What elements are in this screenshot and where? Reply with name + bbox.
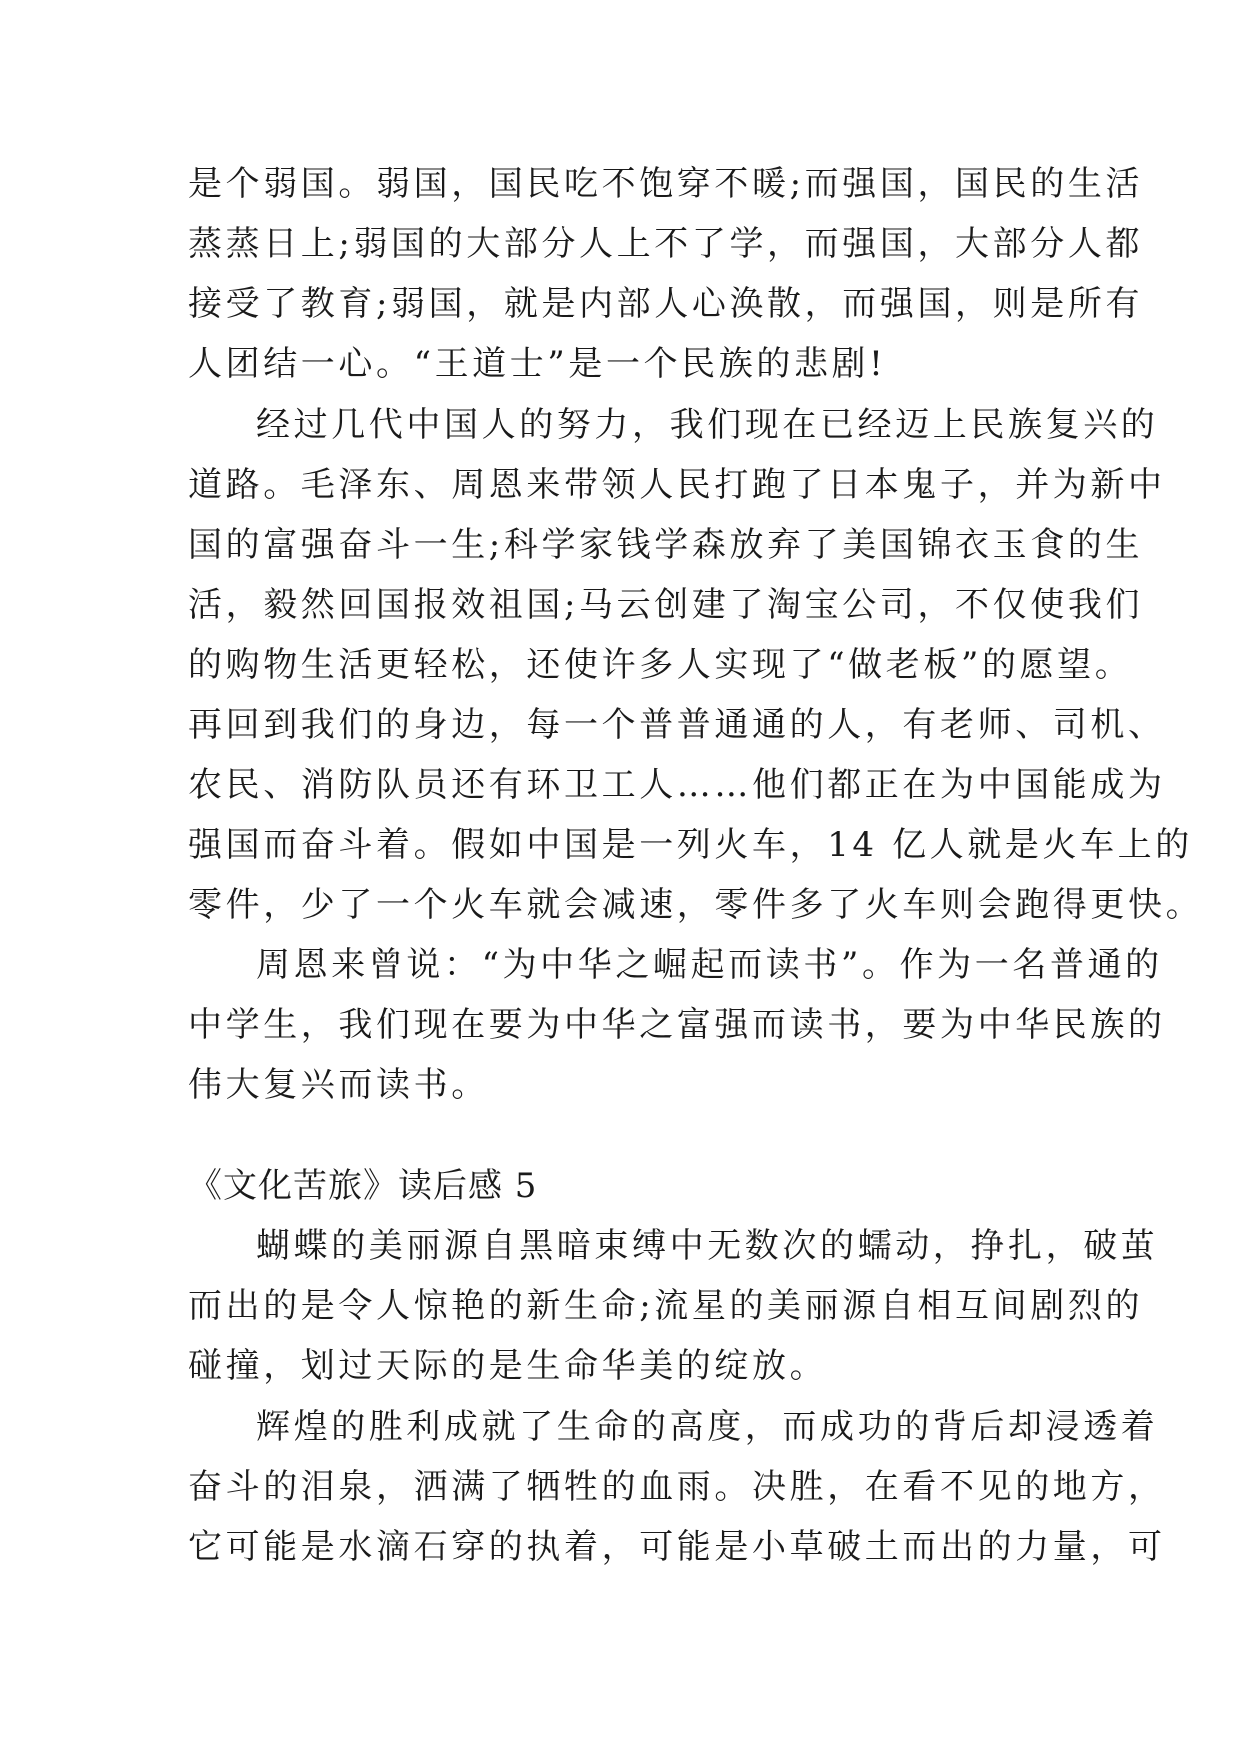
text-line: 人团结一心。“王道士”是一个民族的悲剧! xyxy=(188,344,887,384)
section-heading: 《文化苦旅》读后感 5 xyxy=(188,1166,538,1206)
text-line: 中学生，我们现在要为中华之富强而读书，要为中华民族的 xyxy=(188,1005,1166,1045)
paragraph-first-line: 周恩来曾说：“为中华之崛起而读书”。作为一名普通的 xyxy=(256,945,1163,985)
text-line: 强国而奋斗着。假如中国是一列火车，14 亿人就是火车上的 xyxy=(188,825,1193,865)
paragraph-first-line: 辉煌的胜利成就了生命的高度，而成功的背后却浸透着 xyxy=(256,1407,1159,1447)
paragraph-first-line: 蝴蝶的美丽源自黑暗束缚中无数次的蠕动，挣扎，破茧 xyxy=(256,1226,1159,1266)
text-line: 伟大复兴而读书。 xyxy=(188,1065,489,1105)
text-line: 蒸蒸日上;弱国的大部分人上不了学，而强国，大部分人都 xyxy=(188,224,1144,264)
text-line: 碰撞，划过天际的是生命华美的绽放。 xyxy=(188,1346,828,1386)
text-line: 农民、消防队员还有环卫工人……他们都正在为中国能成为 xyxy=(188,765,1166,805)
text-line: 的购物生活更轻松，还使许多人实现了“做老板”的愿望。 xyxy=(188,645,1133,685)
text-line: 奋斗的泪泉，洒满了牺牲的血雨。决胜，在看不见的地方， xyxy=(188,1467,1166,1507)
text-line: 活，毅然回国报效祖国;马云创建了淘宝公司，不仅使我们 xyxy=(188,585,1144,625)
text-line: 零件，少了一个火车就会减速，零件多了火车则会跑得更快。 xyxy=(188,885,1204,925)
text-line: 它可能是水滴石穿的执着，可能是小草破土而出的力量，可 xyxy=(188,1527,1166,1567)
text-line: 道路。毛泽东、周恩来带领人民打跑了日本鬼子，并为新中 xyxy=(188,465,1166,505)
text-line: 国的富强奋斗一生;科学家钱学森放弃了美国锦衣玉食的生 xyxy=(188,525,1144,565)
text-line: 而出的是令人惊艳的新生命;流星的美丽源自相互间剧烈的 xyxy=(188,1286,1144,1326)
text-line: 是个弱国。弱国，国民吃不饱穿不暖;而强国，国民的生活 xyxy=(188,164,1144,204)
text-line: 再回到我们的身边，每一个普普通通的人，有老师、司机、 xyxy=(188,705,1166,745)
text-line: 接受了教育;弱国，就是内部人心涣散，而强国，则是所有 xyxy=(188,284,1144,324)
paragraph-first-line: 经过几代中国人的努力，我们现在已经迈上民族复兴的 xyxy=(256,405,1159,445)
